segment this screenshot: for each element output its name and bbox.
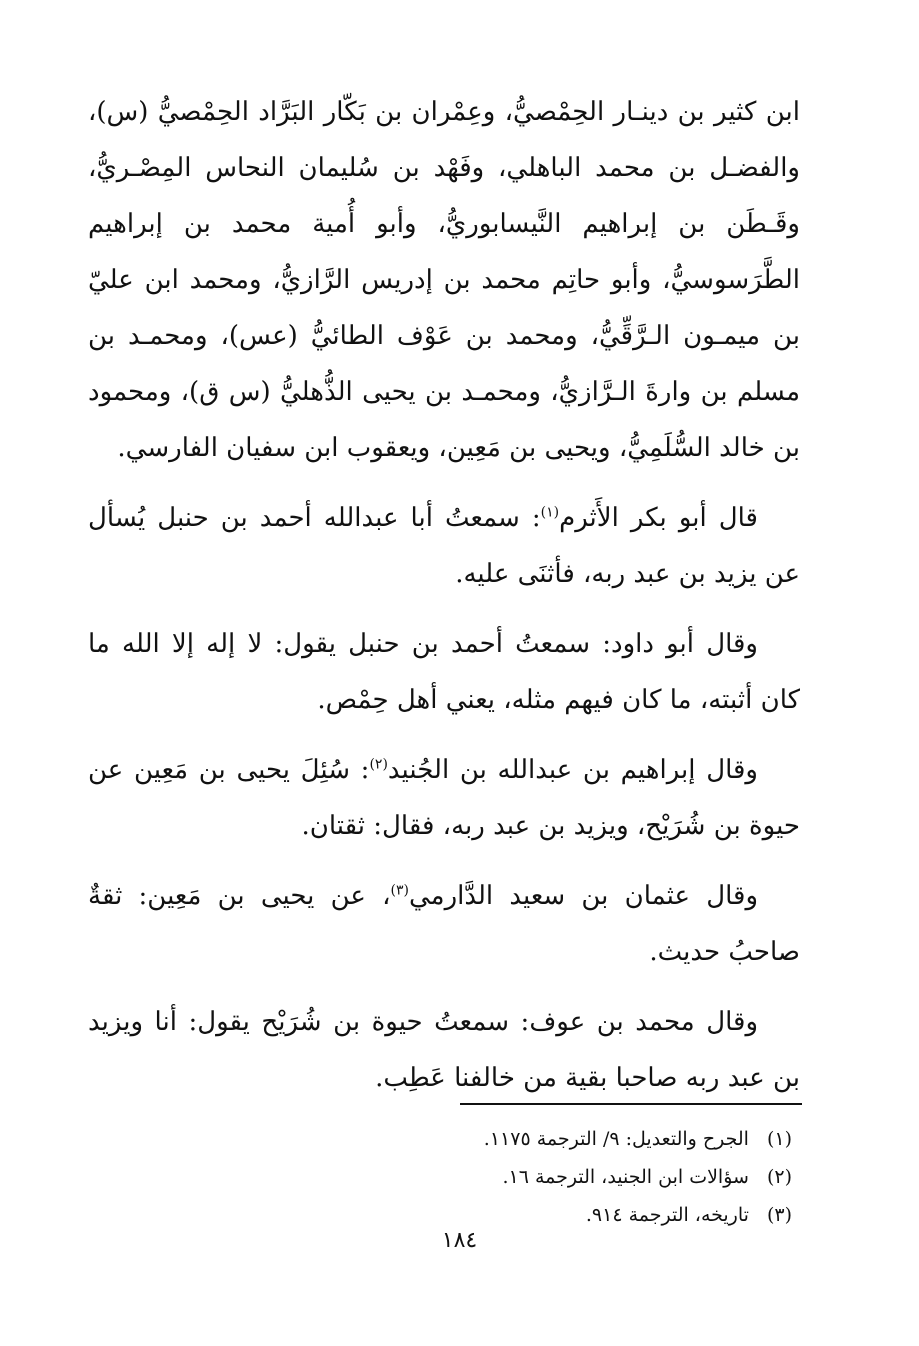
- paragraph-text: وقال عثمان بن سعيد الدَّارمي: [408, 881, 759, 911]
- paragraph: [88, 490, 800, 602]
- page-number: ١٨٤: [441, 1228, 478, 1253]
- footnotes: [300, 1120, 792, 1234]
- paragraph-text: : سُئِلَ يحيى بن مَعِين عن حيوة بن شُرَيْح، ويزيد بن عبد ربه، فقال: ثقتان.: [88, 755, 800, 841]
- footnote-ref: (٢): [369, 756, 388, 773]
- paragraph: [88, 994, 800, 1106]
- paragraph: [88, 616, 800, 728]
- footnote-number: (٣): [766, 1204, 792, 1226]
- footnote-number: (١): [766, 1128, 792, 1150]
- footnote-text: سؤالات ابن الجنيد، الترجمة ١٦.: [502, 1166, 749, 1188]
- paragraph-text: وقال محمد بن عوف: سمعتُ حيوة بن شُرَيْح يقول: أنا ويزيد بن عبد ربه صاحبا بقية من خالفنا عَطِب.: [88, 1007, 800, 1093]
- footnote-text: الجرح والتعديل: ٩/ الترجمة ١١٧٥.: [483, 1128, 749, 1150]
- footnote: [300, 1120, 792, 1158]
- paragraph-text: وقال أبو داود: سمعتُ أحمد بن حنبل يقول: لا إله إلا الله ما كان أثبته، ما كان فيهم مثله، يعني أهل حِمْص.: [88, 629, 800, 715]
- paragraph-text: ابن كثير بن دينـار الحِمْصيُّ، وعِمْران بن بَكّار البَرَّاد الحِمْصيُّ (س)، والفضـل بن محمد الباهلي، وفَهْد بن سُليمان النحاس المِصْـريُّ، وقَـطَن بن إبراهيم النَّيسابوريُّ، وأبو أُمية محمد بن إبراهيم الطَّرَسوسيُّ، وأبو حاتِم محمد بن إدريس الرَّازيُّ، ومحمد ابن عليّ بن ميمـون الـرَّقِّيُّ، ومحمد بن عَوْف الطائيُّ (عس)، ومحمـد بن مسلم بن وارةَ الـرَّازيُّ، ومحمـد بن يحيى الذُّهليُّ (س ق)، ومحمود بن خالد السُّلَمِيُّ، ويحيى بن مَعِين، ويعقوب ابن سفيان الفارسي.: [88, 97, 800, 463]
- paragraph: [88, 84, 800, 476]
- paragraph-text: قال أبو بكر الأَثرم: [559, 503, 758, 533]
- paragraph-text: ، عن يحيى بن مَعِين: ثقةٌ صاحبُ حديث.: [88, 881, 800, 967]
- paragraph: [88, 868, 800, 980]
- footnote-number: (٢): [766, 1166, 792, 1188]
- paragraph-text: وقال إبراهيم بن عبدالله بن الجُنيد: [387, 755, 758, 785]
- footnote-text: تاريخه، الترجمة ٩١٤.: [585, 1204, 749, 1226]
- footnote-separator: [460, 1103, 802, 1105]
- paragraph: [88, 742, 800, 854]
- main-text: [88, 84, 800, 1120]
- paragraph-text: : سمعتُ أبا عبدالله أحمد بن حنبل يُسأل عن يزيد بن عبد ربه، فأثنَى عليه.: [88, 503, 800, 589]
- footnote: [300, 1158, 792, 1196]
- footnote-ref: (٣): [390, 882, 409, 899]
- footnote-ref: (١): [540, 504, 560, 521]
